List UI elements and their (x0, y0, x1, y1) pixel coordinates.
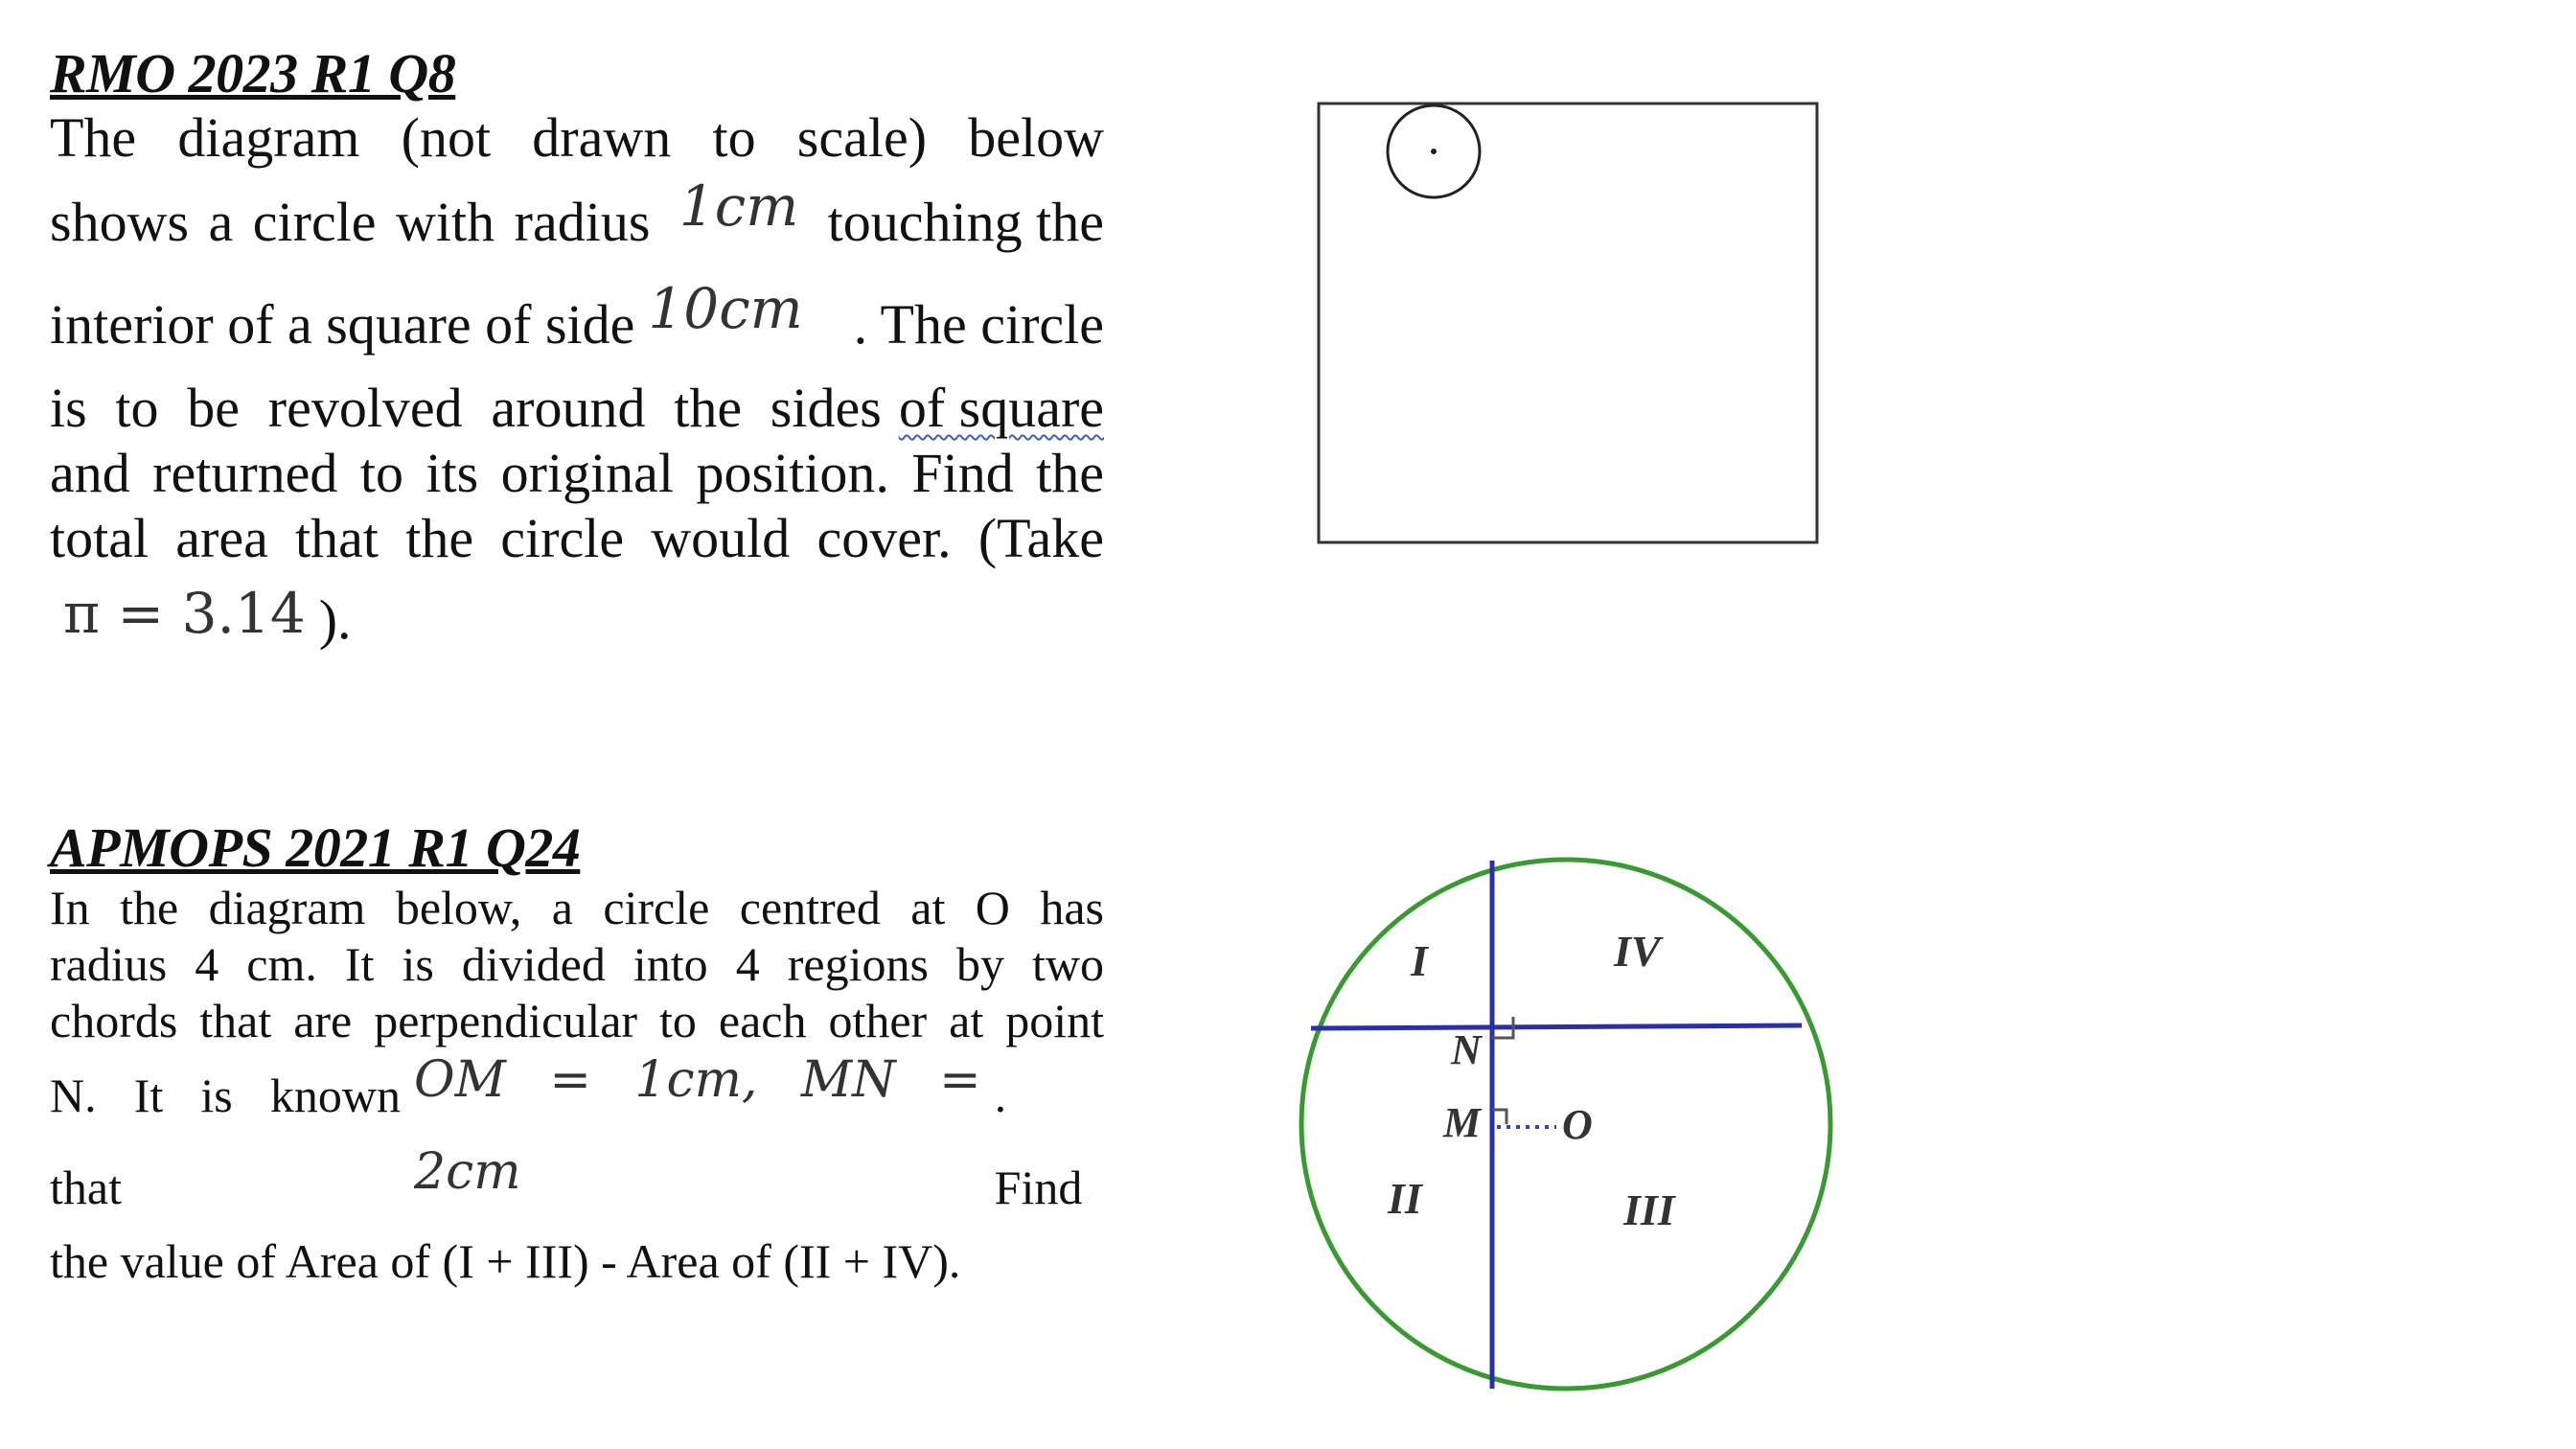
label-o: O (1562, 1101, 1593, 1148)
problem-1-heading: RMO 2023 R1 Q8 (50, 42, 456, 104)
om-mn-values: OM = 1cm, MN = 2cm (413, 1051, 981, 1201)
problem-apmops-2021 (50, 816, 1104, 1290)
problem-2-line-2: radius 4 cm. It is divided into 4 regions by two (50, 937, 1104, 991)
problem-1-line-5: and returned to its original position. Find the (50, 442, 1104, 504)
problem-2-line-4: N. It is known that OM = 1cm, MN = 2cm . Find (50, 1049, 1104, 1233)
problem-1-line-6: total area that the circle would cover. (Take (50, 507, 1104, 569)
problem-2-heading: APMOPS 2021 R1 Q24 (50, 816, 581, 879)
horizontal-chord (1311, 1025, 1802, 1028)
label-region-iii: III (1623, 1185, 1675, 1234)
label-region-iv: IV (1614, 927, 1661, 976)
chord-circle-diagram (1288, 843, 1844, 1404)
problem-1-line-3: interior of a square of side 10cm . The circle (50, 273, 1104, 376)
label-region-i: I (1411, 936, 1428, 985)
problem-2-line-5: the value of Area of (I + III) - Area of (II + IV). (50, 1234, 961, 1288)
problem-rmo-2023 (50, 42, 1104, 668)
problem-1-body (50, 105, 1104, 668)
square-circle-diagram (1303, 92, 1821, 551)
label-n: N (1451, 1026, 1482, 1073)
square (1319, 104, 1817, 542)
label-region-ii: II (1388, 1174, 1422, 1223)
chord-circle-svg (1288, 843, 1844, 1399)
label-m: M (1443, 1099, 1482, 1146)
problem-2-body (50, 880, 1104, 1290)
square-circle-svg (1303, 92, 1821, 546)
pi-value: π = 3.14 (63, 581, 306, 646)
radius-value: 1cm (678, 173, 799, 239)
problem-1-line-7: π = 3.14 ). (50, 571, 1104, 668)
problem-1-line-1: The diagram (not drawn to scale) below (50, 106, 1104, 169)
problem-1-line-2: shows a circle with radius 1cm touching the (50, 171, 1104, 273)
problem-1-line-4: is to be revolved around the sides of square (50, 377, 1104, 439)
side-value: 10cm (648, 276, 803, 341)
problem-2-line-3: chords that are perpendicular to each other at point (50, 994, 1104, 1047)
circle-centre (1431, 149, 1437, 154)
problem-2-line-1: In the diagram below, a circle centred at O has (50, 881, 1104, 934)
